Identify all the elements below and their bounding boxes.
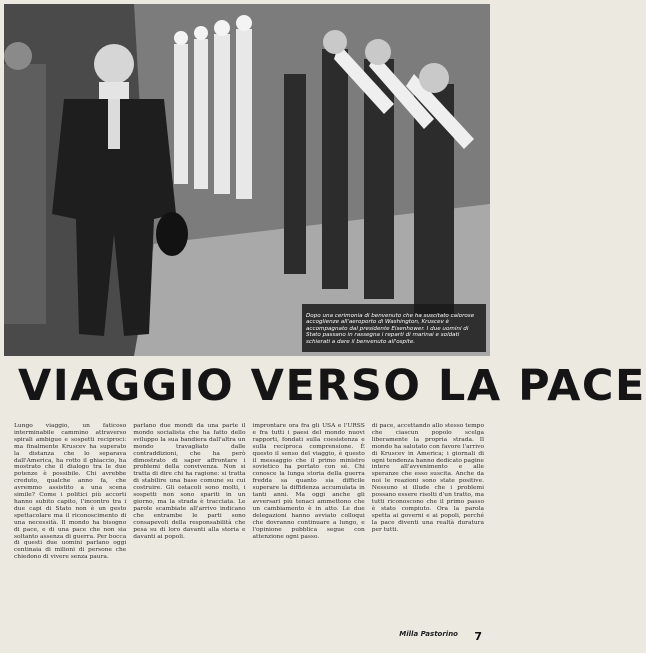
article-column-4: di pace, accettando allo stesso tempo che ciascun popolo scelga liberamente la propria strada. Il mondo ha salutato con favore l'arrivo di Kruscev in America; i giornali di ogni tendenza hanno dedicato pagine intere all'avvenimento e alle speranze che esso suscita. Anche da noi le reazioni sono state positive. Nessuno si illude che i problemi possano essere risolti d'un tratto, ma tutti riconoscono che il primo passo è stato compiuto. Ora la parola spetta ai governi e ai popoli, perché la pace diventi una realtà duratura per tutti. — [371, 423, 484, 533]
author-byline: Milla Pastorino — [399, 630, 458, 638]
article-photo — [4, 4, 490, 356]
photo-illustration — [4, 4, 490, 356]
article-column-2: parlano due mondi da una parte il mondo socialista che ha fatto dello sviluppo la sua bandiera dall'altra un mondo travagliato dalle contraddizioni, che ha però dimostrato di saper affrontare i problemi della convivenza. Non si tratta di dire chi ha ragione: si tratta di stabilire una base comune su cui costruire. Gli ostacoli sono molti, i sospetti non sono spariti in un giorno, ma la strada è tracciata. Le parole scambiate all'arrivo indicano che entrambe le parti sono consapevoli della responsabilità che pesa su di loro davanti alla storia e davanti ai popoli. — [133, 423, 246, 540]
article-column-1: Lungo viaggio, un faticoso interminabile cammino attraverso spirali ambigue e sospetti reciproci: ma finalmente Kruscev ha superato la distanza che lo separava dall'America, ha rotto il ghiaccio, ha mostrato che il dialogo tra le due potenze è possibile. Chi avrebbe creduto, qualche anno fa, che avremmo assistito a una scena simile? Come i politici più accorti hanno subito capito, l'incontro tra i due capi di Stato non è un gesto spettacolare ma il riconoscimento di una necessità. Il mondo ha bisogno di pace, e di una pace che non sia soltanto assenza di guerra. Per bocca di questi due uomini parlano oggi centinaia di milioni di persone che chiedono di vivere senza paura. — [14, 423, 127, 561]
article-body — [14, 423, 484, 633]
photo-caption: Dopo una cerimonia di benvenuto che ha suscitato calorose accoglienze all'aeroporto di Washington, Kruscev è accompagnato dal presidente Eisenhower. I due uomini di Stato passano in rassegna i reparti di marinai e soldati schierati a dare il benvenuto all'ospite. — [306, 313, 475, 345]
article-headline: VIAGGIO VERSO LA PACE — [18, 361, 646, 411]
article-column-3: improntare ora fra gli USA e l'URSS e fra tutti i paesi del mondo nuovi rapporti, fondati sulla coesistenza e sulla reciproca comprensione. È questo il senso del viaggio, è questo il messaggio che il primo ministro sovietico ha portato con sé. Chi conosce la lunga storia della guerra fredda sa quanto sia difficile superare la diffidenza accumulata in tanti anni. Ma oggi anche gli avversari più tenaci ammettono che un cambiamento è in atto. Le due delegazioni hanno avviato colloqui che dovranno continuare a lungo, e l'opinione pubblica segue con attenzione ogni passo. — [252, 423, 365, 540]
page-number: 7 — [474, 630, 482, 643]
